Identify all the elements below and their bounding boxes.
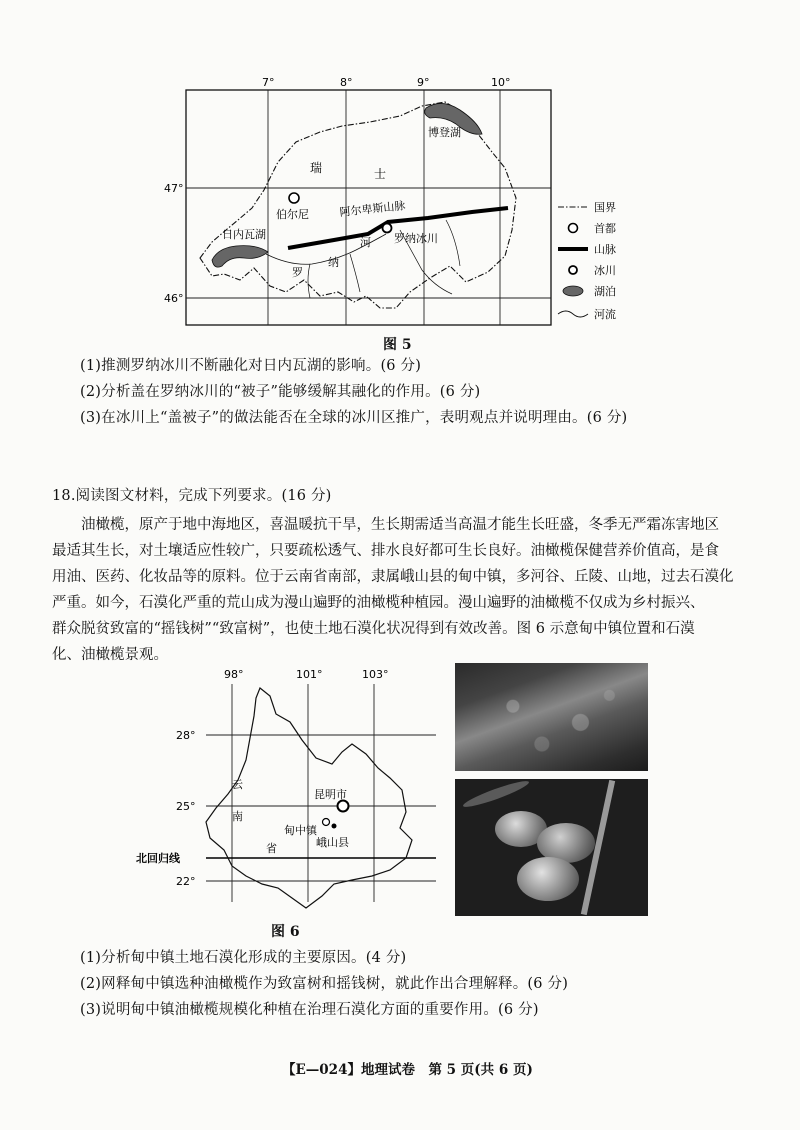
legend-lake-icon	[563, 286, 583, 296]
q18-line-2: 最适其生长，对土壤适应性较广，只要疏松透气、排水良好都可生长良好。油橄榄保健营养价值高，是食	[52, 543, 719, 559]
fig5-rhone-3: 河	[360, 236, 371, 249]
fig6-province-3: 省	[266, 842, 277, 855]
q18-passage	[52, 512, 752, 668]
fig6-dianzhong-label: 甸中镇	[284, 824, 317, 837]
river-trib2	[350, 254, 360, 292]
river-trib4	[446, 220, 460, 266]
yunnan-outline	[206, 688, 412, 908]
q18-sub3: (3)说明甸中镇油橄榄规模化种植在治理石漠化方面的重要作用。(6 分)	[80, 1002, 539, 1018]
fig6-lon-98: 98°	[224, 668, 244, 681]
fig6-kunming-label: 昆明市	[314, 788, 347, 801]
lake-geneva	[212, 246, 268, 268]
q17-sub2: (2)分析盖在罗纳冰川的“被子”能够缓解其融化的作用。(6 分)	[80, 384, 481, 400]
rhone-glacier-icon	[383, 224, 392, 233]
rocky-desertification-photo	[455, 663, 648, 771]
q18-sub1: (1)分析甸中镇土地石漠化形成的主要原因。(4 分)	[80, 950, 407, 966]
legend-lake-label: 湖泊	[594, 285, 616, 298]
legend-border-label: 国界	[594, 201, 616, 214]
fig6-tropic-label: 北回归线	[136, 852, 180, 865]
fig5-glacier-label: 罗纳冰川	[394, 232, 438, 245]
fig6-lat-28: 28°	[176, 729, 196, 742]
river-trib1	[308, 264, 310, 298]
fig6-lon-103: 103°	[362, 668, 389, 681]
fig5-lon-7: 7°	[262, 76, 275, 89]
fig6-province-2: 南	[232, 810, 243, 823]
q17-sub3: (3)在冰川上“盖被子”的做法能否在全球的冰川区推广，表明观点并说明理由。(6 分)	[80, 410, 628, 426]
q18-sub2: (2)网释甸中镇选种油橄榄作为致富树和摇钱树，就此作出合理解释。(6 分)	[80, 976, 569, 992]
fig5-bern-label: 伯尔尼	[276, 208, 309, 221]
q18-line-3: 用油、医药、化妆品等的原料。位于云南省南部，隶属峨山县的甸中镇，多河谷、丘陵、山地，过去石漠化	[52, 569, 734, 585]
fig5-lon-9: 9°	[417, 76, 430, 89]
fig6-lat-22: 22°	[176, 875, 196, 888]
kunming-icon	[338, 801, 349, 812]
legend-glacier-label: 冰川	[594, 264, 616, 277]
legend-capital-label: 首都	[594, 222, 616, 235]
olive-fruit-photo	[455, 779, 648, 916]
figure5-caption: 图 5	[383, 337, 412, 353]
legend-glacier-icon	[569, 266, 577, 274]
q18-line-1: 油橄榄，原产于地中海地区，喜温暖抗干旱，生长期需适当高温才能生长旺盛，冬季无严霜冻害地区	[81, 517, 719, 533]
q18-line-4: 严重。如今，石漠化严重的荒山成为漫山遍野的油橄榄种植园。漫山遍野的油橄榄不仅成为乡村振兴、	[52, 595, 705, 611]
q18-line-5: 群众脱贫致富的“摇钱树”“致富树”，也使土地石漠化状况得到有效改善。图 6 示意甸中镇位置和石漠	[52, 621, 695, 637]
fig5-lon-8: 8°	[340, 76, 353, 89]
eshan-icon	[332, 824, 337, 829]
fig5-legend	[558, 201, 616, 321]
fig6-lon-101: 101°	[296, 668, 323, 681]
fig5-geneva-label: 日内瓦湖	[222, 228, 266, 241]
fig5-lon-10: 10°	[491, 76, 511, 89]
fig6-eshan-label: 峨山县	[316, 836, 349, 849]
fig5-lat-47: 47°	[164, 182, 184, 195]
legend-capital-icon	[569, 224, 578, 233]
fig5-alps-label: 阿尔卑斯山脉	[338, 199, 406, 219]
fig5-rhone-1: 罗	[292, 266, 303, 279]
legend-river-label: 河流	[594, 308, 616, 321]
fig5-rhone-2: 纳	[328, 256, 339, 269]
q18-line-6: 化、油橄榄景观。	[52, 647, 168, 663]
q18-title: 18.阅读图文材料，完成下列要求。(16 分)	[52, 488, 332, 504]
page-footer: 【E—024】地理试卷 第 5 页(共 6 页)	[282, 1062, 533, 1078]
fig5-country-2: 士	[374, 167, 387, 181]
bern-capital-icon	[289, 193, 299, 203]
fig6-province-1: 云	[232, 778, 243, 791]
fig5-lat-46: 46°	[164, 292, 184, 305]
fig5-country-1: 瑞	[310, 161, 323, 175]
fig6-lat-25: 25°	[176, 800, 196, 813]
q17-sub1: (1)推测罗纳冰川不断融化对日内瓦湖的影响。(6 分)	[80, 358, 422, 374]
figure6-map	[120, 662, 450, 924]
legend-range-label: 山脉	[594, 243, 616, 256]
figure6-caption: 图 6	[271, 924, 300, 940]
fig5-bodensee-label: 博登湖	[428, 126, 461, 139]
dianzhong-icon	[323, 819, 330, 826]
figure5-map	[160, 70, 660, 340]
